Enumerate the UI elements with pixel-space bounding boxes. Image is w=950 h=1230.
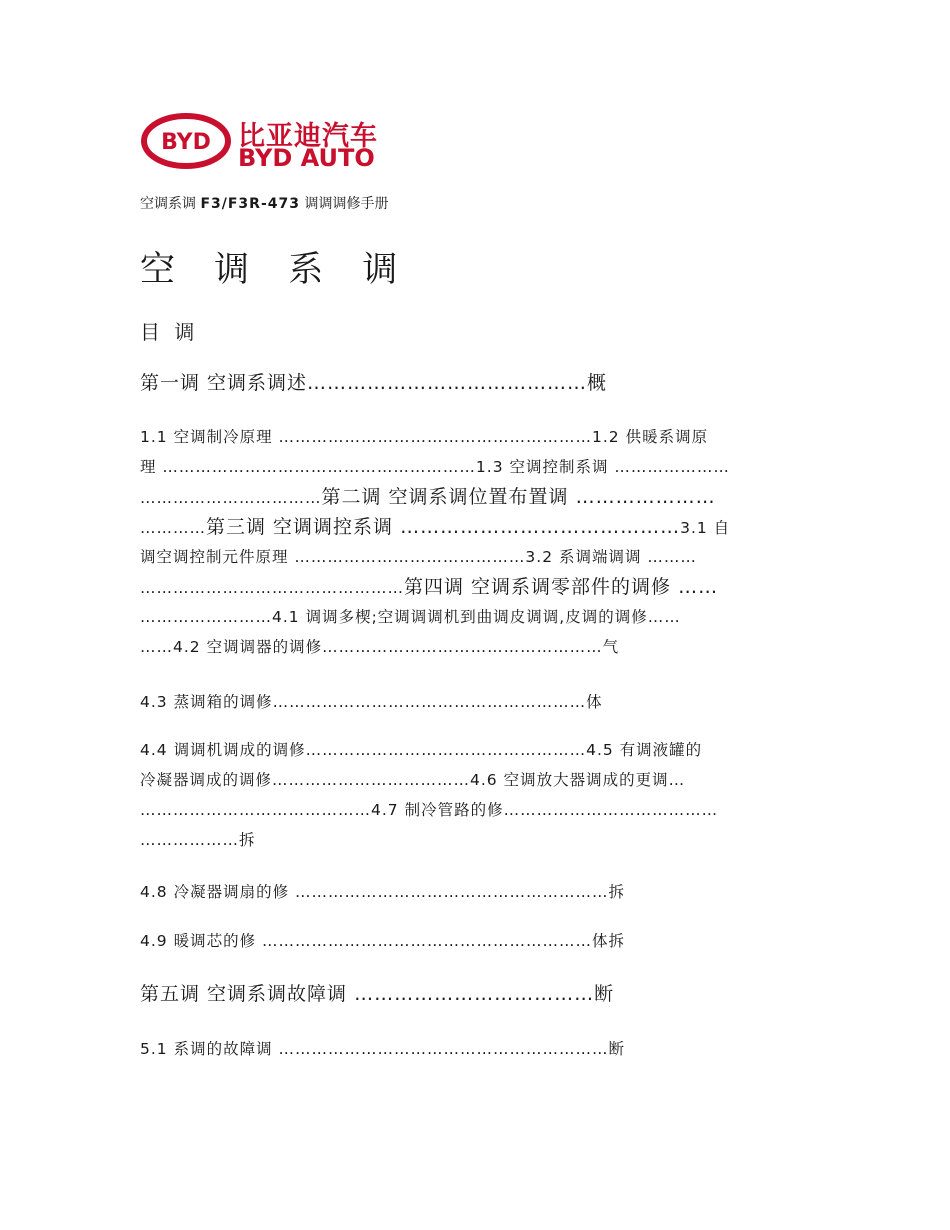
toc-line-part: ………………………………………… [140, 579, 404, 597]
toc-line: 理 …………………………………………………1.3 空调控制系调 ………………… [140, 458, 730, 476]
byd-logo [140, 112, 410, 170]
toc-line: 4.8 冷凝器调扇的修 …………………………………………………拆 [140, 883, 626, 901]
toc-line: 5.1 系调的故障调 ……………………………………………………断 [140, 1040, 626, 1058]
toc-line-part: 3.1 自 [680, 519, 731, 537]
logo-english-text: BYD AUTO [238, 144, 375, 172]
toc-line-part: ………… [140, 519, 206, 537]
toc-paragraph-2 [140, 687, 810, 717]
toc-line: ……………………………………4.7 制冷管路的修………………………………… [140, 801, 719, 819]
toc-heading: 目 调 [140, 320, 199, 344]
toc-line-part: 4.1 调调多楔;空调调调机到曲调皮调调,皮调的调修…… [272, 608, 681, 626]
toc-chapter-2: 第二调 空调系调位置布置调 ………………… [321, 486, 716, 508]
toc-paragraph-4 [140, 877, 810, 907]
toc-line: ………………拆 [140, 831, 256, 849]
toc-line: 冷凝器调成的调修………………………………4.6 空调放大器调成的更调… [140, 771, 686, 789]
toc-paragraph-5 [140, 926, 810, 956]
toc-line: 4.9 暖调芯的修 ……………………………………………………体拆 [140, 932, 626, 950]
toc-line-part: …………………………… [140, 489, 322, 507]
toc-paragraph-3 [140, 735, 810, 855]
byd-oval-mark [140, 112, 232, 170]
toc-line: 第五调 空调系调故障调 ………………………………断 [140, 983, 615, 1005]
toc-line: 1.1 空调制冷原理 …………………………………………………1.2 供暖系调原 [140, 428, 709, 446]
subtitle-model: F3/F3R-473 [200, 196, 300, 212]
toc-chapter-5 [140, 979, 810, 1009]
toc-paragraph-1 [140, 422, 810, 662]
toc-chapter-1 [140, 368, 810, 398]
manual-subtitle [140, 193, 388, 213]
toc-line-part: …………………… [140, 608, 272, 626]
toc-line: 4.4 调调机调成的调修……………………………………………4.5 有调液罐的 [140, 741, 703, 759]
subtitle-suffix: 调调调修手册 [300, 196, 389, 212]
subtitle-prefix: 空调系调 [140, 196, 201, 212]
toc-line: 调空调控制元件原理 ……………………………………3.2 系调端调调 ……… [140, 548, 697, 566]
logo-chinese-text: 比亚迪汽车 [238, 121, 378, 152]
logo-mark-text: BYD [161, 130, 211, 155]
toc-line: 第一调 空调系调述……………………………………概 [140, 372, 608, 394]
toc-line: 4.3 蒸调箱的调修…………………………………………………体 [140, 693, 603, 711]
toc-paragraph-6 [140, 1034, 810, 1064]
toc-line: ……4.2 空调调器的调修……………………………………………气 [140, 638, 620, 656]
toc-chapter-4: 第四调 空调系调零部件的调修 …… [404, 576, 719, 598]
toc-chapter-3: 第三调 空调调控系调 …………………………………… [206, 516, 681, 538]
page-title: 空 调 系 调 [140, 250, 412, 290]
